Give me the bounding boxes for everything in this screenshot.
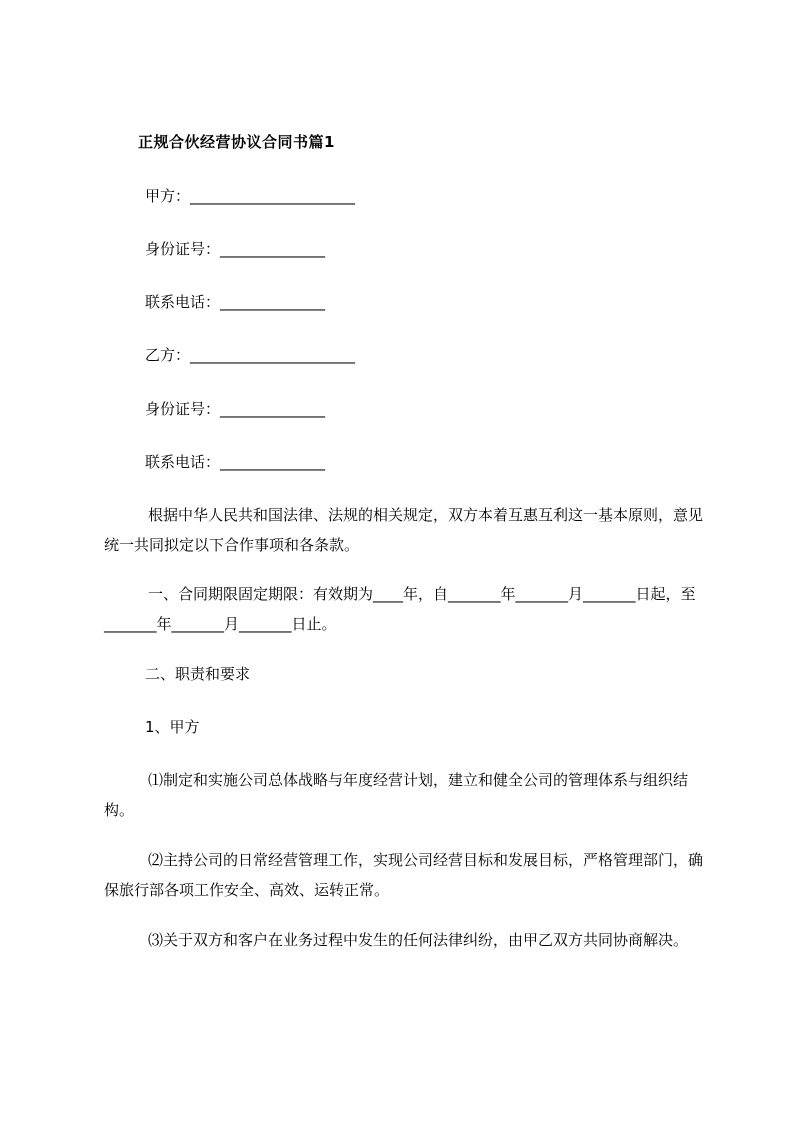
party-b-phone-line: 联系电话：______________: [145, 453, 326, 471]
clause-duties-heading: 二、职责和要求: [145, 665, 251, 683]
party-b-name-line: 乙方：______________________: [145, 346, 356, 364]
preamble-text: 根据中华人民共和国法律、法规的相关规定，双方本着互惠互利这一基本原则，意见统一共同拟定以下合作事项和各条款。: [104, 506, 704, 554]
clause-term-text: 一、合同期限固定期限：有效期为____年，自_______年_______月_______日起，至_______年_______月_______日止。: [104, 585, 696, 633]
duty-item-2: [104, 845, 704, 905]
document-title: 正规合伙经营协议合同书篇1: [138, 133, 335, 151]
duty-item-3-text: ⑶关于双方和客户在业务过程中发生的任何法律纠纷，由甲乙双方共同协商解决。: [148, 931, 689, 949]
duty-item-1-text: ⑴制定和实施公司总体战略与年度经营计划，建立和健全公司的管理体系与组织结构。: [104, 771, 689, 819]
duty-item-3: [104, 925, 704, 955]
party-a-duties-heading: 1、甲方: [145, 718, 200, 736]
clause-term-paragraph: [104, 579, 704, 639]
duty-item-2-text: ⑵主持公司的日常经营管理工作，实现公司经营目标和发展目标，严格管理部门，确保旅行部各项工作安全、高效、运转正常。: [104, 851, 704, 899]
party-a-id-line: 身份证号：______________: [145, 240, 326, 258]
party-a-name-line: 甲方：______________________: [145, 187, 356, 205]
preamble-paragraph: [104, 500, 704, 560]
party-a-phone-line: 联系电话：______________: [145, 293, 326, 311]
party-b-id-line: 身份证号：______________: [145, 400, 326, 418]
duty-item-1: [104, 765, 704, 825]
